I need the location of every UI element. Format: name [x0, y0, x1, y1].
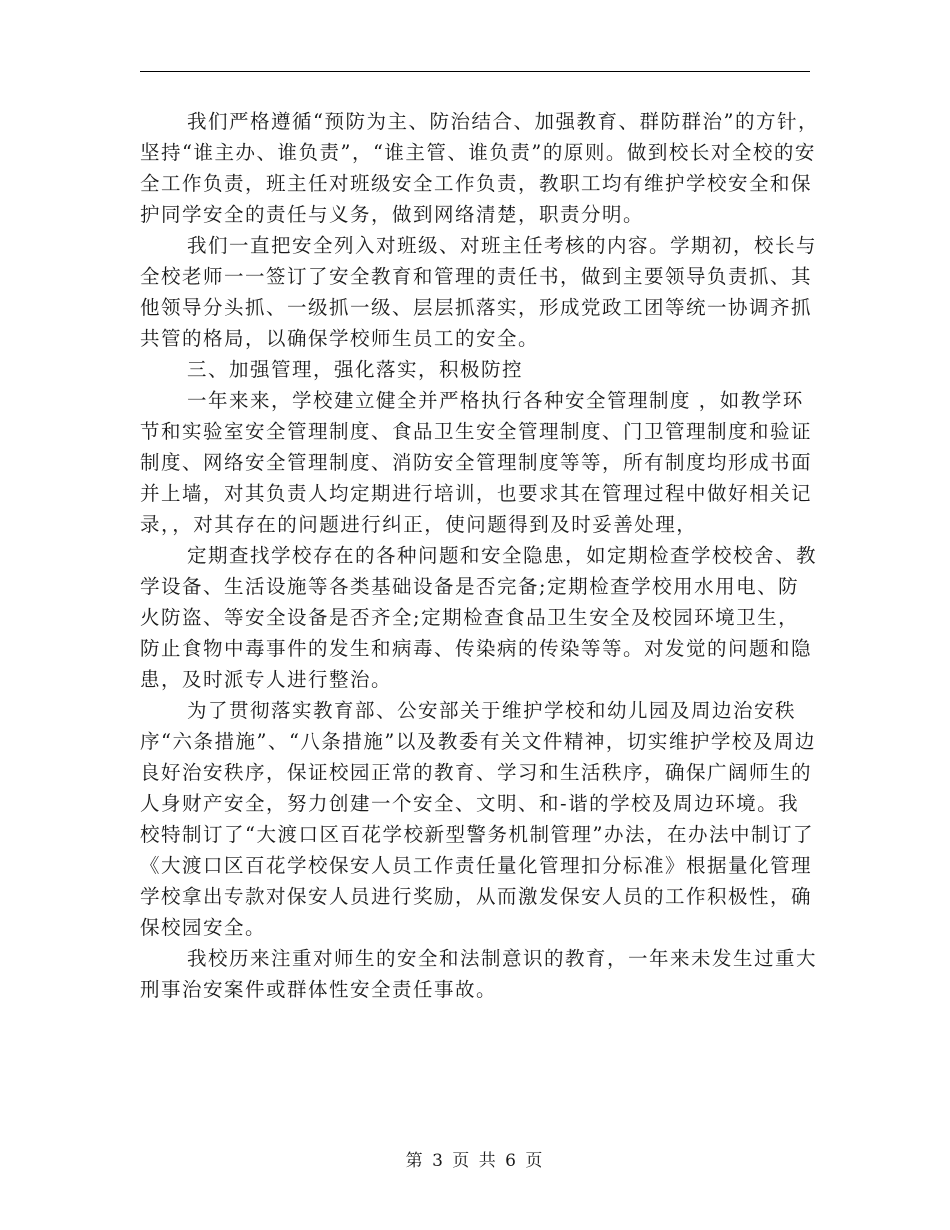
section-heading: 三、加强管理，强化落实，积极防控 — [187, 358, 524, 381]
paragraph-security-measures: 为了贯彻落实教育部、公安部关于维护学校和幼儿园及周边治安秩序“六条措施”、“八条措施”以及教委有关文件精神，切实维护学校及周边良好治安秩序，保证校园正常的教育、学习和生活秩序，确保广阔师生的人身财产安全，努力创建一个安全、文明、和-谐的学校及周边环境。我校特制订了“大渡口区百花学校新型警务机制管理”办法，在办法中制订了《大渡口区百花学校保安人员工作责任量化管理扣分标准》根据量化管理学校拿出专款对保安人员进行奖励，从而激发保安人员的工作积极性，确保校园安全。 — [140, 699, 816, 939]
paragraph-management-system: 一年来来，学校建立健全并严格执行各种安全管理制度 ，如教学环节和实验室安全管理制度、食品卫生安全管理制度、门卫管理制度和验证制度、网络安全管理制度、消防安全管理制度等等，所有制度均形成书面并上墙，对其负责人均定期进行培训，也要求其在管理过程中做好相关记录，，对其存在的问题进行纠正，使问题得到及时妥善处理， — [140, 389, 813, 536]
paragraph-responsibility: 我们一直把安全列入对班级、对班主任考核的内容。学期初，校长与全校老师一一签订了安全教育和管理的责任书，做到主要领导负责抓、其他领导分头抓、一级抓一级、层层抓落实，形成党政工团等统一协调齐抓共管的格局，以确保学校师生员工的安全。 — [140, 234, 818, 350]
page-number-footer: 第 3 页 共 6 页 — [405, 1151, 545, 1171]
header-rule — [140, 71, 810, 72]
document-body — [140, 106, 820, 1005]
paragraph-inspection: 定期查找学校存在的各种问题和安全隐患，如定期检查学校校舍、教学设备、生活设施等各类基础设备是否完备;定期检查学校用水用电、防火防盗、等安全设备是否齐全;定期检查食品卫生安全及校园环境卫生，防止食物中毒事件的发生和病毒、传染病的传染等等。对发觉的问题和隐患，及时派专人进行整治。 — [140, 544, 818, 691]
paragraph-education: 我校历来注重对师生的安全和法制意识的教育，一年来未发生过重大刑事治安案件或群体性安全责任事故。 — [140, 947, 818, 1001]
paragraph-safety-policy: 我们严格遵循“预防为主、防治结合、加强教育、群防群治”的方针，坚持“谁主办、谁负责”，“谁主管、谁负责”的原则。做到校长对全校的安全工作负责，班主任对班级安全工作负责，教职工均有维护学校安全和保护同学安全的责任与义务，做到网络清楚，职责分明。 — [140, 110, 819, 226]
